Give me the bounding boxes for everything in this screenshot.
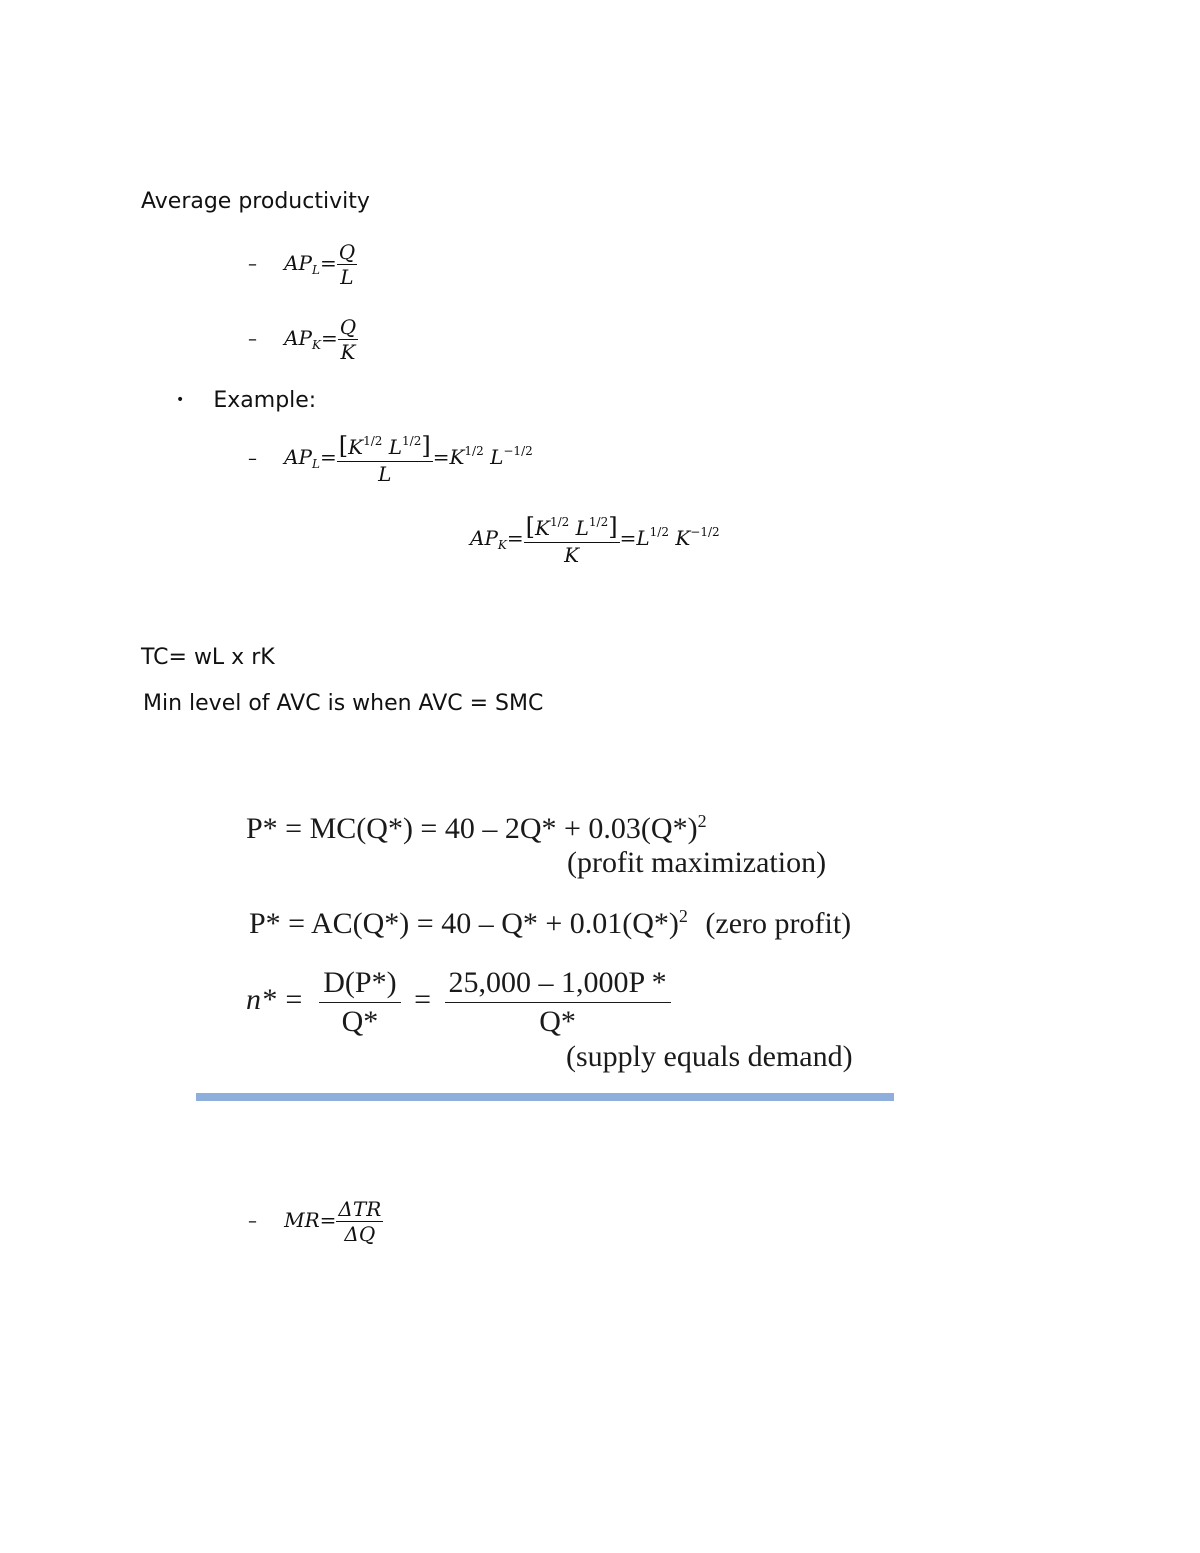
ex-apk-num-l: L: [575, 516, 589, 540]
ex-apk-num-k: K: [535, 516, 550, 540]
ex-apl-sub: L: [312, 457, 320, 472]
dash-marker: –: [248, 329, 257, 350]
eq-firm-count-frac2: [445, 964, 671, 1040]
eq-firm-count-eq: =: [414, 982, 432, 1016]
ex-apl-eq: =: [319, 445, 337, 470]
example-label: Example:: [213, 388, 317, 413]
apl-num: Q: [338, 240, 356, 264]
apl-eq-sign: =: [319, 251, 337, 275]
ex-apl-rhs-b: L: [490, 445, 504, 470]
ex-apl-num-k-exp: 1/2: [363, 434, 383, 448]
apl-lhs: AP: [284, 251, 312, 275]
apk-formula-line: [248, 315, 358, 364]
ex-apk-num-k-exp: 1/2: [549, 515, 570, 529]
apk-eq-sign: =: [320, 326, 338, 350]
note-profit-max: (profit maximization): [567, 846, 827, 879]
ex-apl-rhs-b-exp: −1/2: [503, 444, 533, 459]
ex-apl-rhs-a: K: [449, 445, 465, 470]
ex-apl-rhs-a-exp: 1/2: [464, 444, 484, 459]
eq-firm-count-frac1-num: D(P*): [319, 964, 400, 1003]
eq-profit-max-text: P* = MC(Q*) = 40 – 2Q* + 0.03(Q*): [246, 812, 698, 845]
eq-zero-profit-exp: 2: [678, 906, 688, 926]
mr-den: ΔQ: [344, 1222, 376, 1246]
mr-lhs: MR: [284, 1208, 320, 1232]
ex-apl-lhs: AP: [284, 445, 312, 470]
blue-divider-rule: [196, 1093, 894, 1101]
apk-sub: K: [312, 338, 321, 352]
ex-apk-rhs-a-exp: 1/2: [649, 525, 669, 540]
ex-apk-rhs-eq: =: [619, 526, 637, 551]
apk-den: K: [340, 340, 356, 364]
tc-line: TC= wL x rK: [141, 645, 275, 670]
ex-apk-lhs: AP: [470, 526, 498, 551]
eq-firm-count-frac1-den: Q*: [341, 1004, 379, 1038]
ex-apk-den: K: [564, 542, 580, 567]
apk-num: Q: [339, 315, 357, 339]
ex-apl-rhs-eq: =: [432, 445, 450, 470]
apl-formula-line: [248, 240, 357, 289]
eq-firm-count-lhs: n* =: [246, 982, 304, 1016]
ex-apl-num-k: K: [348, 435, 364, 459]
ex-apk-rhs-a: L: [636, 526, 650, 551]
apl-sub: L: [312, 263, 320, 277]
apk-fraction: [338, 315, 358, 364]
note-zero-profit: (zero profit): [705, 907, 852, 940]
eq-firm-count: [246, 964, 671, 1040]
ex-apk-sub: K: [497, 538, 507, 553]
bullet-marker: •: [176, 392, 185, 408]
ex-apl-fraction: [337, 432, 433, 486]
ex-apl-num-l: L: [388, 435, 403, 459]
dash-marker: –: [248, 448, 257, 470]
eq-zero-profit: [249, 906, 851, 941]
ex-apl-num-l-exp: 1/2: [402, 434, 422, 448]
ex-apl-num: [$K^{1/2}$ $L^{1/2}$]: [338, 432, 431, 460]
eq-zero-profit-text: P* = AC(Q*) = 40 – Q* + 0.01(Q*): [249, 907, 679, 940]
eq-firm-count-frac1: [319, 964, 400, 1040]
ex-apl-den: L: [378, 461, 392, 486]
mr-formula-line: [248, 1197, 383, 1246]
example-apk-line: [470, 513, 720, 567]
eq-profit-max-exp: 2: [697, 811, 707, 831]
ex-apk-rhs-b: K: [675, 526, 691, 551]
mr-num: ΔTR: [338, 1197, 382, 1221]
apk-lhs: AP: [284, 326, 312, 350]
eq-profit-max: [246, 811, 707, 846]
dash-marker: –: [248, 254, 257, 275]
ex-apk-eq: =: [506, 526, 524, 551]
ex-apk-num: [$K^{1/2}$ $L^{1/2}$]: [525, 513, 618, 541]
eq-firm-count-frac2-den: Q*: [539, 1004, 576, 1038]
mr-fraction: [336, 1197, 383, 1246]
ex-apk-rhs-b-exp: −1/2: [690, 525, 720, 540]
ex-apk-fraction: [524, 513, 620, 567]
apl-den: L: [340, 265, 354, 289]
apl-fraction: [337, 240, 357, 289]
note-supply-demand: (supply equals demand): [566, 1040, 853, 1073]
ex-apk-num-l-exp: 1/2: [588, 515, 609, 529]
heading-average-productivity: Average productivity: [141, 189, 370, 214]
eq-firm-count-frac2-num: 25,000 – 1,000P *: [445, 964, 671, 1003]
min-avc-line: Min level of AVC is when AVC = SMC: [143, 691, 544, 716]
mr-eq-sign: =: [319, 1208, 337, 1232]
example-apl-line: [248, 432, 533, 486]
dash-marker: –: [248, 1211, 257, 1232]
example-bullet-line: [176, 388, 316, 413]
